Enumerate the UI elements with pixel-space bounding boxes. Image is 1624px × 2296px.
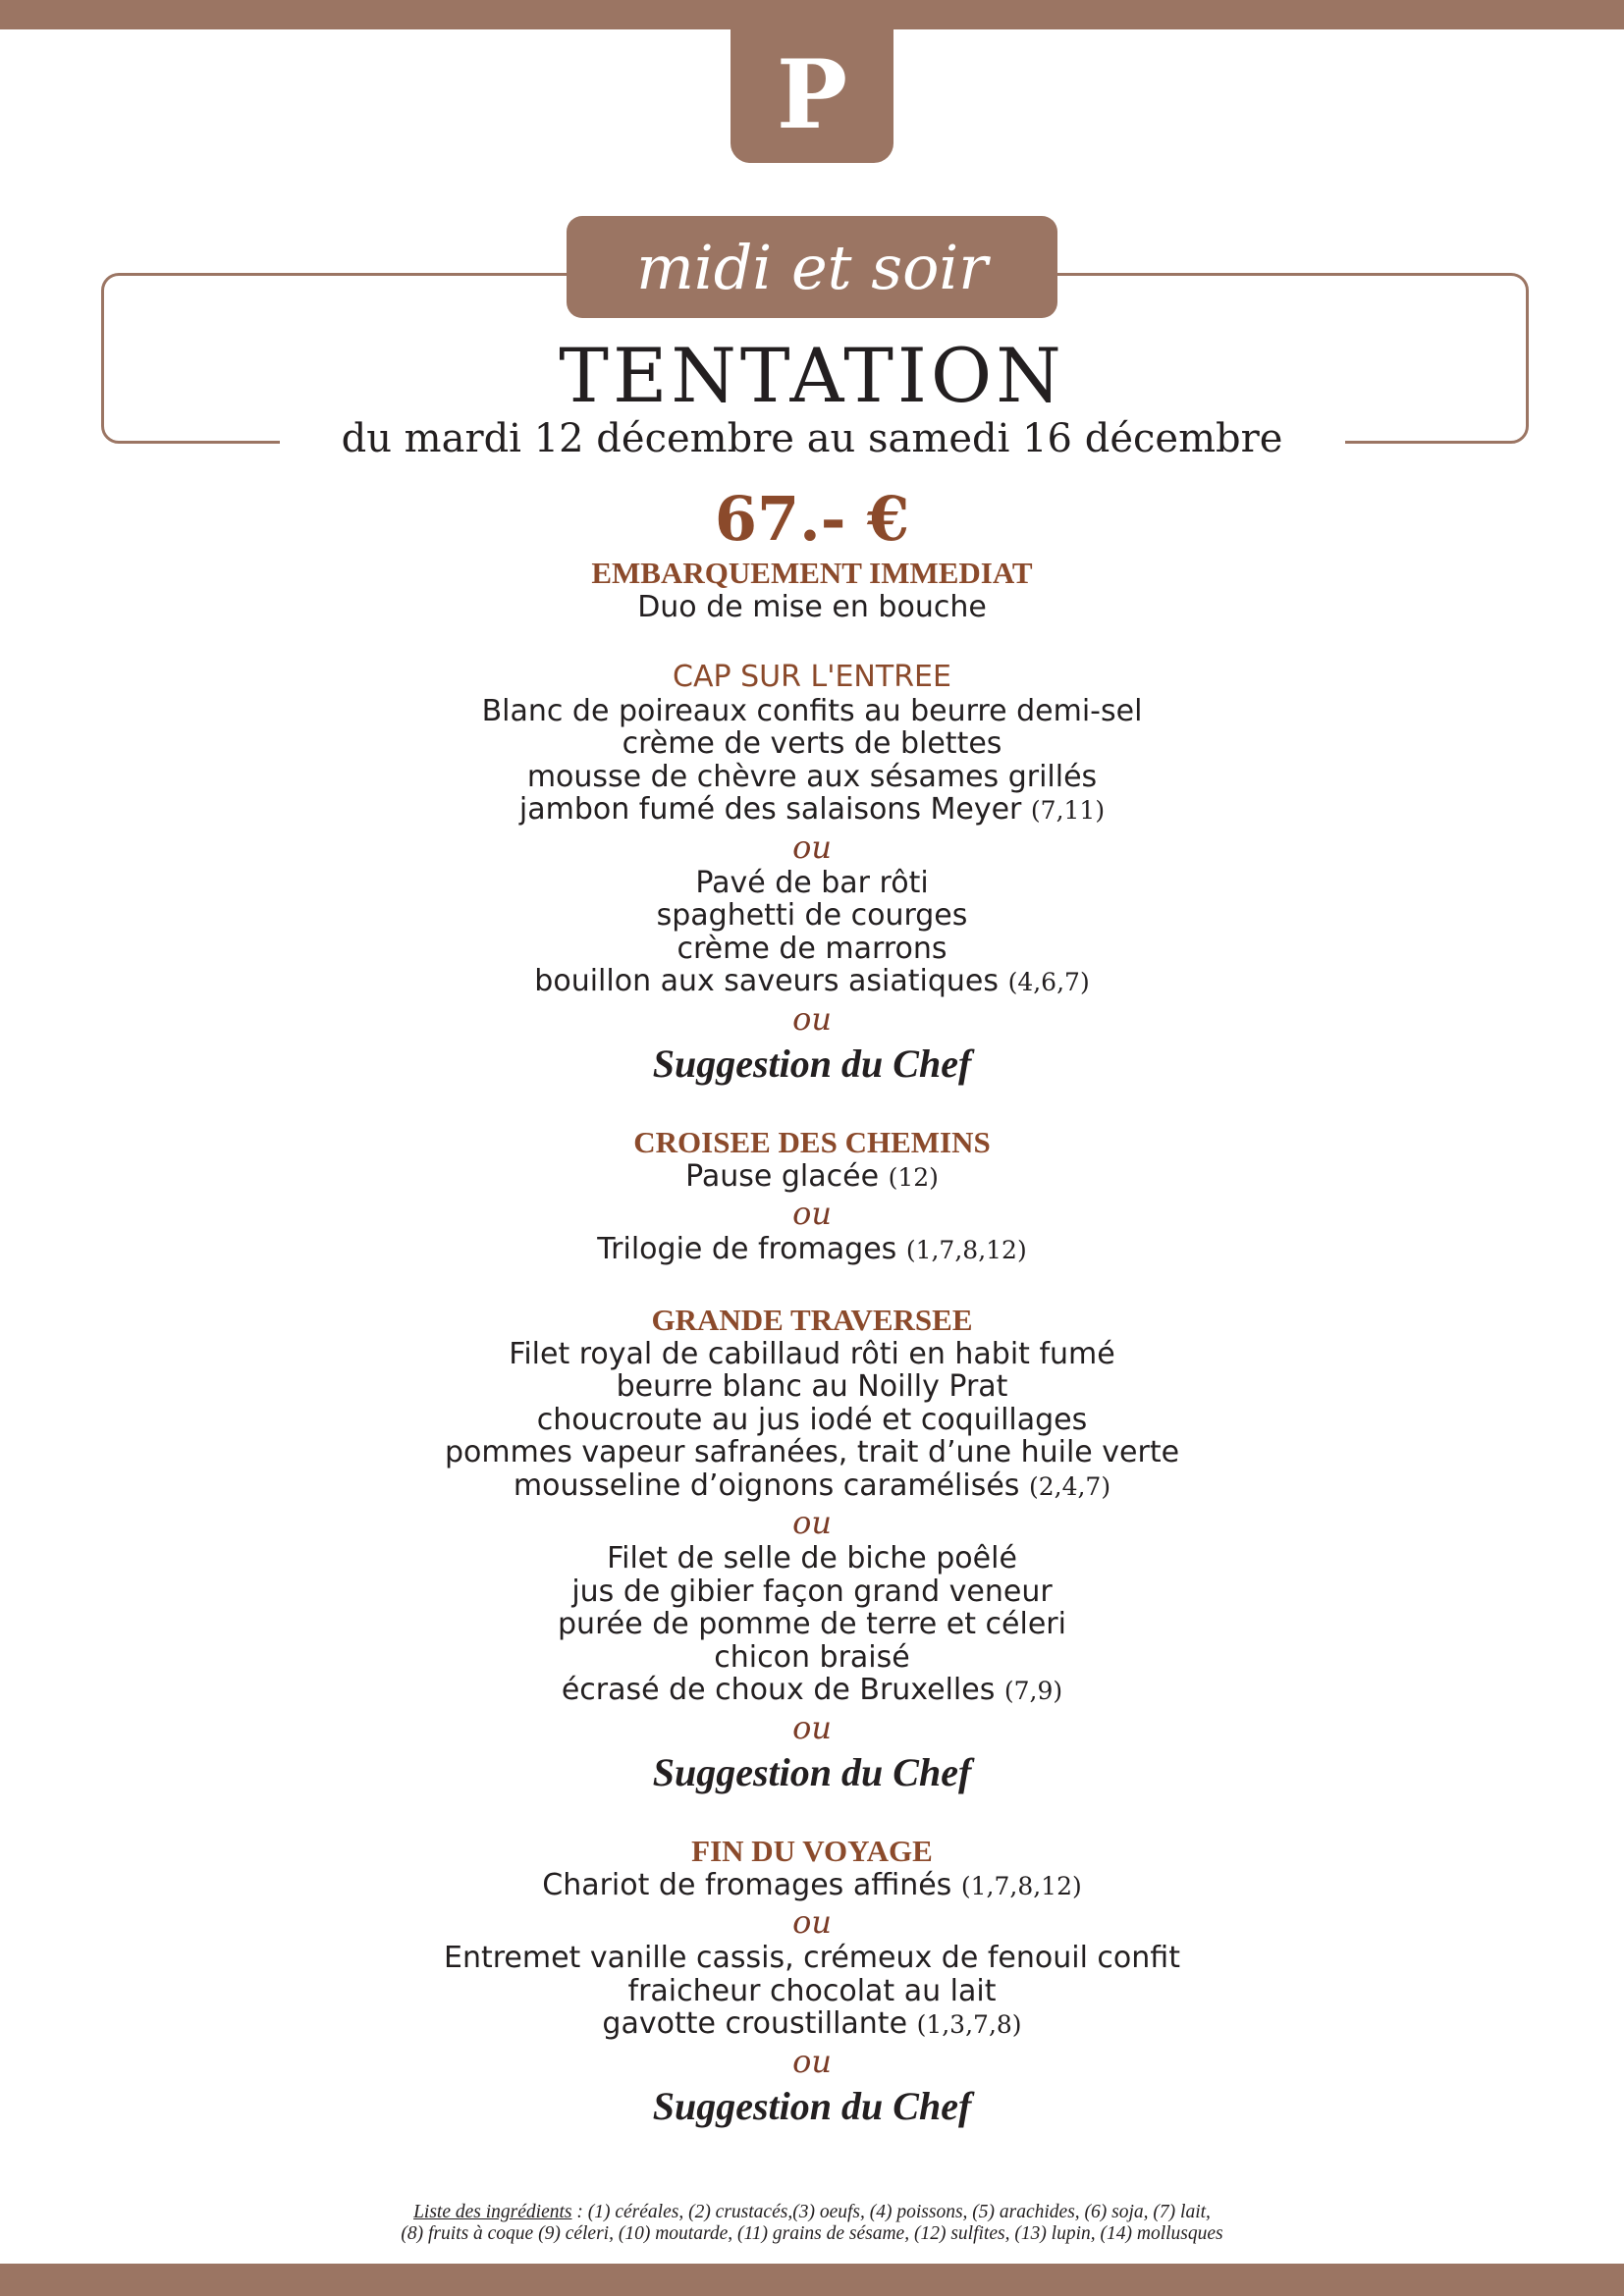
menu-line: Pavé de bar rôti [695, 865, 929, 900]
dish-text: gavotte croustillante [602, 2006, 908, 2041]
section-title-croisee: CROISEE DES CHEMINS [633, 1124, 991, 1159]
menu-price: 67.- € [714, 483, 910, 555]
menu-line [0, 1869, 1624, 1903]
menu-line: crème de marrons [677, 931, 947, 966]
section-title-traversee: GRANDE TRAVERSEE [651, 1302, 973, 1337]
separator-ou: ou [792, 999, 832, 1038]
service-banner: midi et soir [567, 216, 1057, 318]
menu-line [0, 1469, 1624, 1504]
menu-line: mousse de chèvre aux sésames grillés [526, 759, 1098, 794]
chef-suggestion: Suggestion du Chef [652, 2083, 972, 2128]
allergen-codes: (7,9) [1003, 1677, 1063, 1705]
menu-dates: du mardi 12 décembre au samedi 16 décembre [341, 416, 1283, 461]
menu-line: spaghetti de courges [656, 898, 968, 933]
menu-line: Filet royal de cabillaud rôti en habit fumé [509, 1336, 1115, 1371]
menu-line [0, 1674, 1624, 1708]
menu-line [0, 1233, 1624, 1267]
dish-text: Pause glacée [685, 1158, 880, 1194]
menu-line: fraicheur chocolat au lait [627, 1973, 997, 2008]
allergen-codes: (1,7,8,12) [960, 1871, 1082, 1900]
restaurant-logo [731, 27, 893, 163]
separator-ou: ou [792, 1903, 832, 1941]
menu-line: jus de gibier façon grand veneur [571, 1574, 1053, 1609]
section-title-entree: CAP SUR L'ENTREE [673, 659, 951, 694]
chef-suggestion: Suggestion du Chef [652, 1041, 972, 1086]
separator-ou: ou [792, 1195, 832, 1232]
dish-text: bouillon aux saveurs asiatiques [534, 964, 1000, 998]
menu-line: crème de verts de blettes [622, 726, 1002, 761]
menu-line [0, 965, 1624, 999]
menu-line: Blanc de poireaux confits au beurre demi-sel [481, 693, 1143, 728]
menu-line: Filet de selle de biche poêlé [607, 1541, 1017, 1575]
bottom-bar [0, 2264, 1624, 2296]
menu-line: chicon braisé [714, 1639, 910, 1675]
section-title-embarquement: EMBARQUEMENT IMMEDIAT [591, 556, 1033, 590]
dish-text: Chariot de fromages affinés [542, 1867, 952, 1902]
section-title-fin: FIN DU VOYAGE [691, 1833, 933, 1868]
logo-letter: P [776, 39, 848, 150]
separator-ou: ou [792, 1504, 832, 1541]
chef-suggestion: Suggestion du Chef [652, 1749, 972, 1794]
allergen-codes: (12) [888, 1162, 939, 1192]
separator-ou: ou [792, 1708, 832, 1746]
menu-line: Duo de mise en bouche [637, 590, 987, 624]
menu-line: pommes vapeur safranées, trait d’une huile verte [444, 1435, 1180, 1469]
dish-text: Trilogie de fromages [597, 1232, 897, 1266]
menu-body [0, 556, 1624, 2132]
menu-line: purée de pomme de terre et céleri [558, 1607, 1066, 1641]
allergen-codes: (7,11) [1030, 796, 1106, 825]
allergen-codes: (4,6,7) [1007, 968, 1090, 996]
allergen-codes: (2,4,7) [1028, 1471, 1111, 1501]
dish-text: jambon fumé des salaisons Meyer [518, 792, 1022, 827]
menu-title: TENTATION [559, 332, 1065, 419]
allergen-codes: (1,7,8,12) [905, 1236, 1027, 1264]
separator-ou: ou [792, 2042, 832, 2080]
menu-line: beurre blanc au Noilly Prat [616, 1369, 1008, 1404]
separator-ou: ou [792, 828, 832, 866]
footnote-label: Liste des ingrédients [413, 2202, 572, 2222]
footnote-line-2: (8) fruits à coque (9) céleri, (10) moutarde, (11) grains de sésame, (12) sulfites, (13) lupin, (14) mollusques [401, 2223, 1223, 2244]
menu-line: choucroute au jus iodé et coquillages [536, 1402, 1088, 1437]
dish-text: mousseline d’oignons caramélisés [513, 1468, 1020, 1503]
dish-text: écrasé de choux de Bruxelles [561, 1673, 996, 1707]
menu-line [0, 1160, 1624, 1195]
menu-line [0, 2007, 1624, 2042]
top-bar [0, 0, 1624, 29]
footnote-line-1: : (1) céréales, (2) crustacés,(3) oeufs, (4) poissons, (5) arachides, (6) soja, (7) lait, [571, 2202, 1211, 2222]
menu-line: Entremet vanille cassis, crémeux de fenouil confit [444, 1941, 1180, 1975]
menu-line [0, 793, 1624, 828]
ingredients-footnote [0, 2202, 1624, 2245]
allergen-codes: (1,3,7,8) [916, 2010, 1022, 2039]
